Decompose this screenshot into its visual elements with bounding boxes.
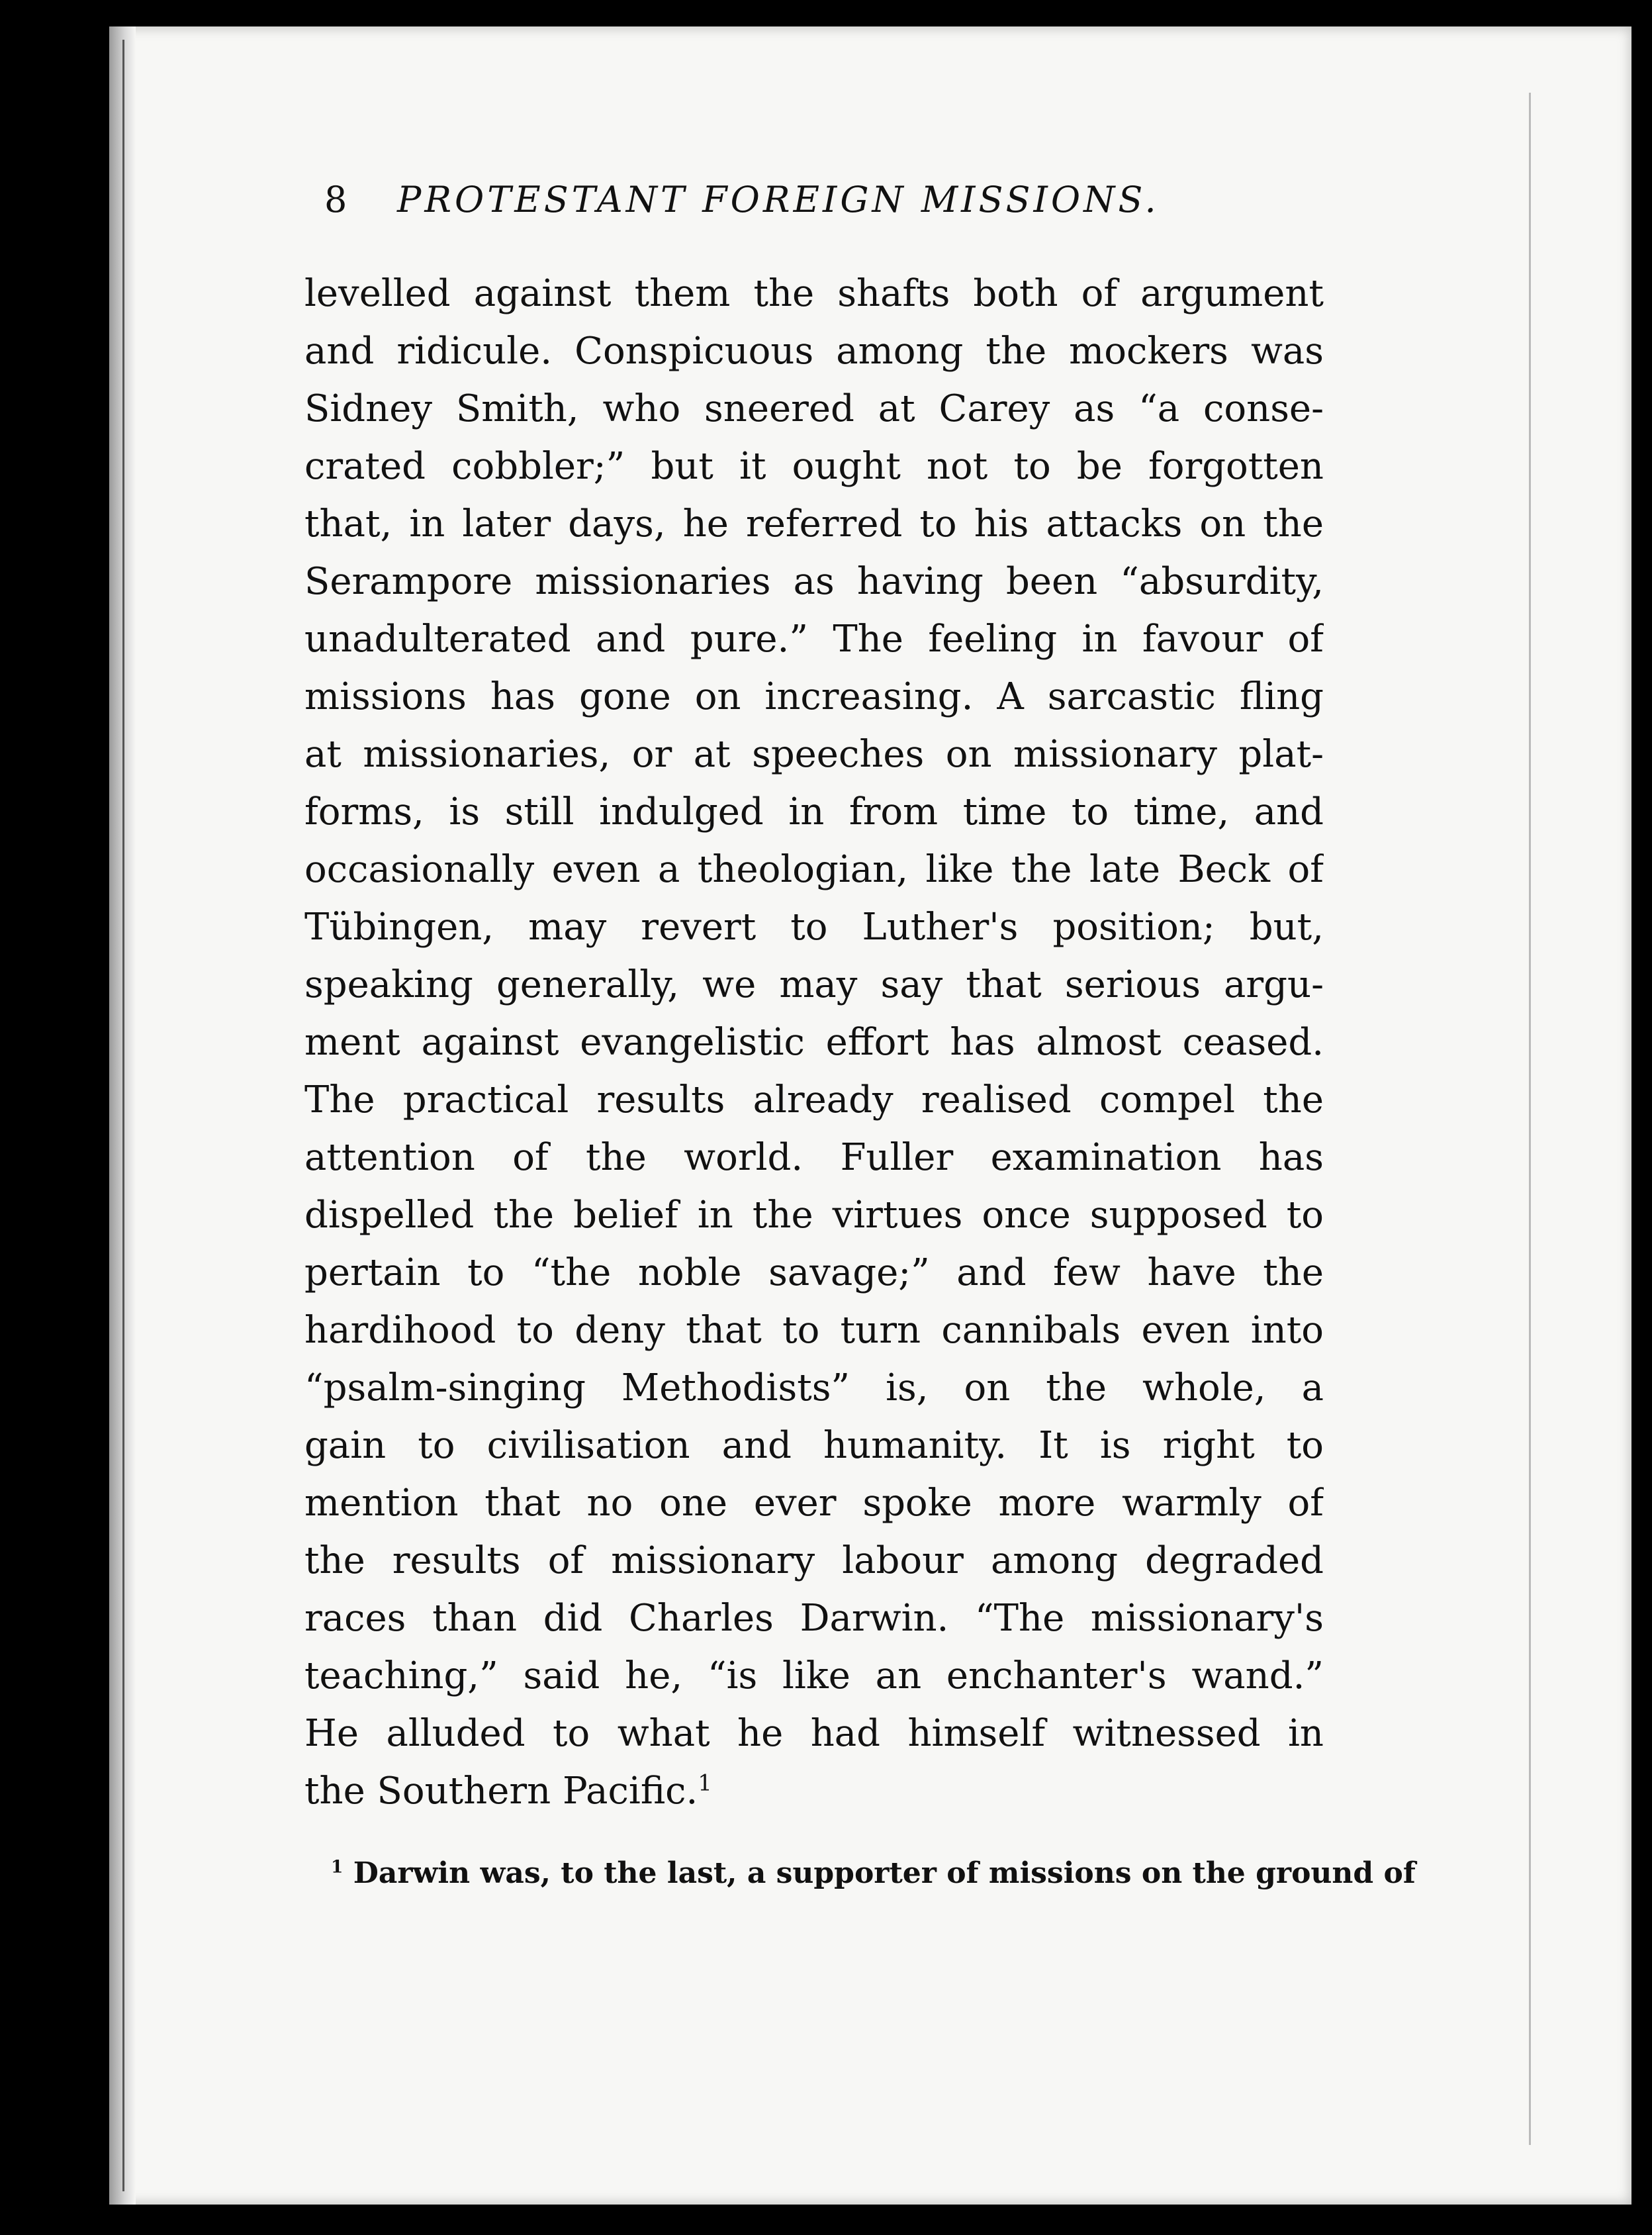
footnote (331, 1854, 1416, 1893)
text-line: at missionaries, or at speeches on missionary plat- (304, 733, 1324, 776)
text-line: missions has gone on increasing. A sarcastic fling (304, 675, 1324, 718)
text-line: occasionally even a theologian, like the late Beck of (304, 848, 1324, 891)
text-line: gain to civilisation and humanity. It is right to (304, 1424, 1324, 1467)
running-header (324, 179, 1185, 232)
text-line: unadulterated and pure.” The feeling in favour of (304, 618, 1324, 661)
text-line: forms, is still indulged in from time to time, and (304, 790, 1324, 833)
running-title: PROTESTANT FOREIGN MISSIONS. (397, 179, 1160, 220)
footnote-reference[interactable]: 1 (698, 1770, 712, 1796)
text-line: Serampore missionaries as having been “absurdity, (304, 560, 1324, 603)
body-text (304, 265, 1324, 1820)
text-line: races than did Charles Darwin. “The missionary's (304, 1597, 1324, 1640)
footnote-text: Darwin was, to the last, a supporter of missions on the ground of (353, 1856, 1416, 1890)
text-line: pertain to “the noble savage;” and few have the (304, 1251, 1324, 1294)
text-line: The practical results already realised compel the (304, 1078, 1324, 1121)
text-line: that, in later days, he referred to his attacks on the (304, 502, 1324, 546)
text-line: ment against evangelistic effort has almost ceased. (304, 1021, 1324, 1064)
last-line-text: the Southern Pacific. (304, 1770, 698, 1813)
text-line-last (304, 1762, 1324, 1820)
text-line: and ridicule. Conspicuous among the mockers was (304, 330, 1324, 373)
text-line: speaking generally, we may say that serious argu- (304, 963, 1324, 1006)
text-line: attention of the world. Fuller examination has (304, 1136, 1324, 1179)
text-line: He alluded to what he had himself witnessed in (304, 1712, 1324, 1755)
page-number: 8 (324, 179, 349, 220)
text-line: teaching,” said he, “is like an enchanter's wand.” (304, 1654, 1324, 1697)
text-line: mention that no one ever spoke more warmly of (304, 1482, 1324, 1525)
text-line: crated cobbler;” but it ought not to be forgotten (304, 445, 1324, 488)
text-line: Sidney Smith, who sneered at Carey as “a conse- (304, 387, 1324, 430)
text-line: Tübingen, may revert to Luther's position; but, (304, 906, 1324, 949)
footnote-marker: 1 (331, 1856, 344, 1878)
text-line: the results of missionary labour among degraded (304, 1539, 1324, 1582)
text-line: hardihood to deny that to turn cannibals even into (304, 1309, 1324, 1352)
page-edge (1529, 93, 1536, 2145)
text-line: “psalm-singing Methodists” is, on the whole, a (304, 1366, 1324, 1409)
scan-border (0, 0, 1652, 26)
text-line: dispelled the belief in the virtues once supposed to (304, 1194, 1324, 1237)
text-line: levelled against them the shafts both of argument (304, 272, 1324, 315)
binding-edge (122, 40, 124, 2191)
